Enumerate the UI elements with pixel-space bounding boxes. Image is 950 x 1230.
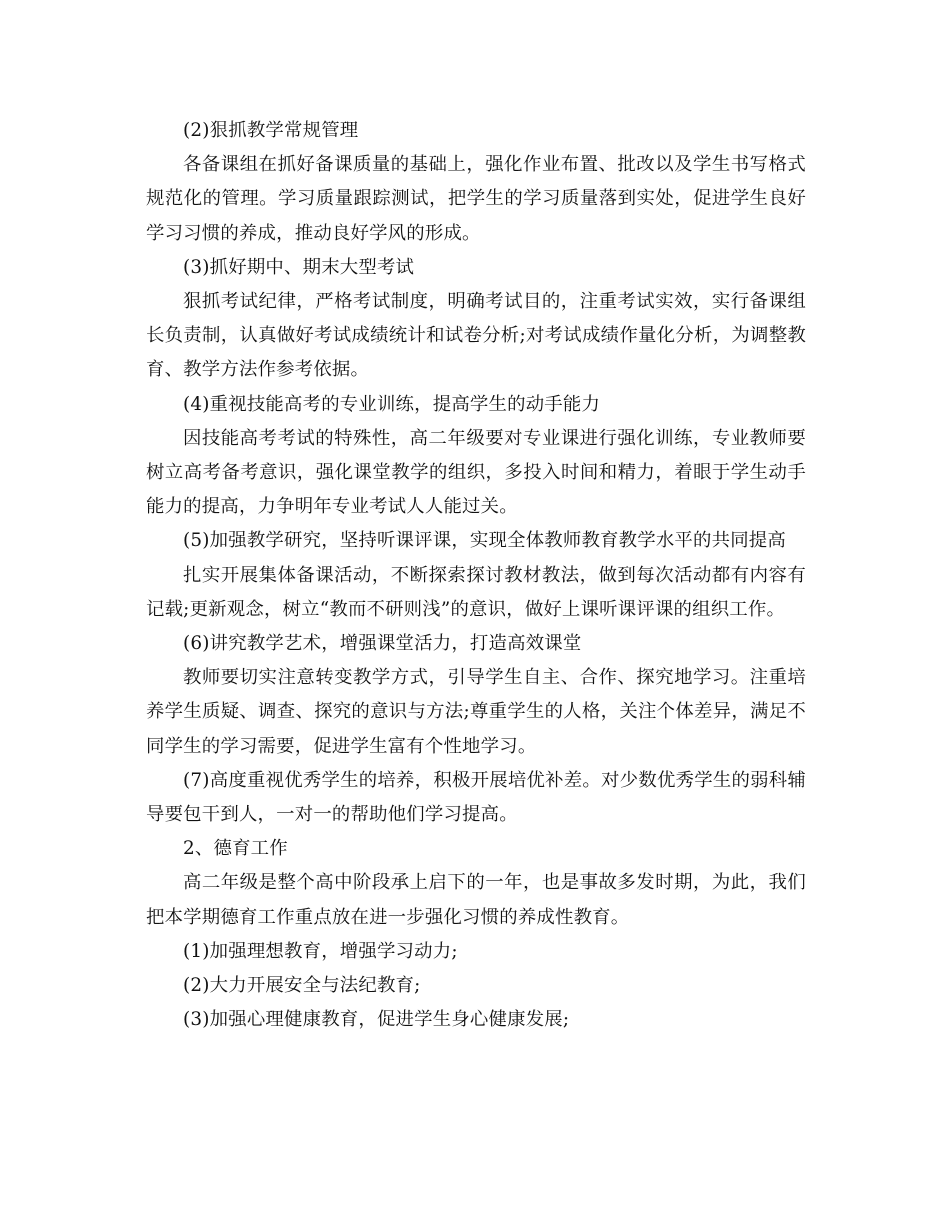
paragraph: 各备课组在抓好备课质量的基础上，强化作业布置、批改以及学生书写格式规范化的管理。学习质量跟踪测试，把学生的学习质量落到实处，促进学生良好学习习惯的养成，推动良好学风的形成。 xyxy=(146,154,806,244)
paragraph-heading-4: (4)重视技能高考的专业训练，提高学生的动手能力 xyxy=(183,393,601,415)
list-item: (1)加强理想教育，增强学习动力; xyxy=(183,940,458,962)
paragraph: 扎实开展集体备课活动，不断探索探讨教材教法，做到每次活动都有内容有记载;更新观念，树立“教而不研则浅”的意识，做好上课听课评课的组织工作。 xyxy=(146,564,806,620)
paragraph: 狠抓考试纪律，严格考试制度，明确考试目的，注重考试实效，实行备课组长负责制，认真做好考试成绩统计和试卷分析;对考试成绩作量化分析，为调整教育、教学方法作参考依据。 xyxy=(146,291,806,381)
list-item: (2)大力开展安全与法纪教育; xyxy=(183,975,421,997)
paragraph-heading-3: (3)抓好期中、期末大型考试 xyxy=(183,256,415,278)
paragraph: 高二年级是整个高中阶段承上启下的一年，也是事故多发时期，为此，我们把本学期德育工作重点放在进一步强化习惯的养成性教育。 xyxy=(146,872,806,928)
paragraph-heading-7: (7)高度重视优秀学生的培养，积极开展培优补差。对少数优秀学生的弱科辅导要包干到人，一对一的帮助他们学习提高。 xyxy=(146,769,806,826)
paragraph-heading-2: (2)狠抓教学常规管理 xyxy=(183,120,359,141)
paragraph-heading-6: (6)讲究教学艺术，增强课堂活力，打造高效课堂 xyxy=(183,633,582,655)
paragraph: 因技能高考考试的特殊性，高二年级要对专业课进行强化训练，专业教师要树立高考备考意识，强化课堂教学的组织，多投入时间和精力，着眼于学生动手能力的提高，力争明年专业考试人人能过关。 xyxy=(146,427,806,518)
paragraph: 教师要切实注意转变教学方式，引导学生自主、合作、探究地学习。注重培养学生质疑、调查、探究的意识与方法;尊重学生的人格，关注个体差异，满足不同学生的学习需要，促进学生富有个性地学习。 xyxy=(146,667,806,757)
document-body xyxy=(146,114,806,1037)
list-item: (3)加强心理健康教育，促进学生身心健康发展; xyxy=(183,1009,570,1031)
paragraph-heading-5: (5)加强教学研究，坚持听课评课，实现全体教师教育教学水平的共同提高 xyxy=(183,530,786,552)
section-heading-moral-education: 2、德育工作 xyxy=(183,838,288,860)
